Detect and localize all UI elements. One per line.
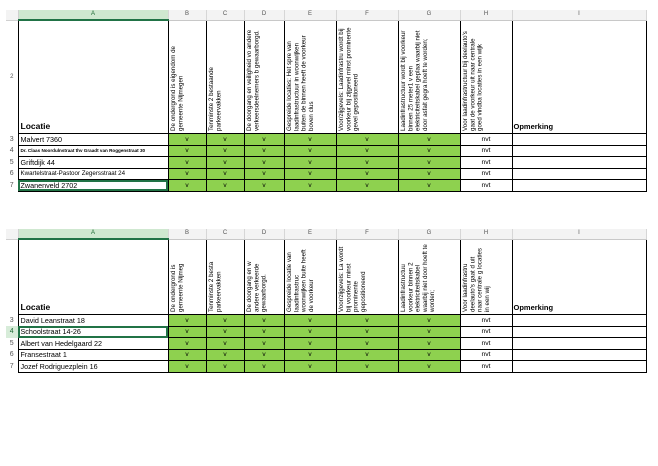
check-cell[interactable]: v bbox=[168, 338, 206, 350]
check-cell[interactable]: v bbox=[284, 157, 336, 169]
header-cell-b[interactable] bbox=[168, 20, 206, 134]
row-number[interactable]: 5 bbox=[6, 157, 18, 169]
opmerking-cell[interactable] bbox=[512, 157, 646, 169]
header-text-h: Voor laadinfrastru deelauto's gaat d uit naar centrale g locaties in een wij bbox=[461, 248, 491, 312]
check-cell[interactable]: v bbox=[206, 326, 244, 338]
row-number[interactable]: 4 bbox=[6, 145, 18, 157]
header-text-f: Voor/zijgevels: La wordt bij voorkeur minst prominente gepositioneerd bbox=[337, 246, 367, 312]
nvt-cell[interactable]: nvt bbox=[460, 349, 512, 361]
header-text-e: Gespreide locatie van laadinfrastruc woonwijken buite heeft de voorkeur bbox=[285, 249, 315, 312]
header-cell-e[interactable] bbox=[284, 20, 336, 134]
check-cell[interactable]: v bbox=[398, 338, 460, 350]
locatie-cell[interactable]: Zwanenveld 2702 bbox=[18, 180, 168, 192]
check-cell[interactable]: v bbox=[336, 134, 398, 146]
check-cell[interactable]: v bbox=[398, 134, 460, 146]
locatie-cell[interactable]: Malvert 7360 bbox=[18, 134, 168, 146]
check-cell[interactable]: v bbox=[336, 326, 398, 338]
check-cell[interactable]: v bbox=[336, 361, 398, 373]
header-text-e: Gespreide locaties: Het spre van laadinfrastructuur in woonwijken buiten de binnen heeft de voorkeur boven clus bbox=[285, 35, 315, 131]
header-text-b: De ondergrond is eigendom de gemeente Nijmegen bbox=[169, 46, 184, 131]
locatie-cell[interactable]: Kwartelstraat-Pastoor Zegersstraat 24 bbox=[18, 168, 168, 180]
table-row bbox=[6, 326, 646, 338]
check-cell[interactable]: v bbox=[398, 168, 460, 180]
column-header-h[interactable]: H bbox=[460, 10, 512, 20]
check-cell[interactable]: v bbox=[336, 157, 398, 169]
check-cell[interactable]: v bbox=[398, 315, 460, 327]
check-cell[interactable]: v bbox=[168, 134, 206, 146]
table-row bbox=[6, 349, 646, 361]
row-number[interactable]: 6 bbox=[6, 349, 18, 361]
column-header-e[interactable]: E bbox=[284, 229, 336, 239]
locatie-cell[interactable]: Dr. Claas Noordulnstraat thv Graadt van Roggenstraat 30 bbox=[18, 145, 168, 157]
header-cell-b[interactable] bbox=[168, 239, 206, 315]
check-cell[interactable]: v bbox=[284, 180, 336, 192]
column-header-d[interactable]: D bbox=[244, 229, 284, 239]
header-cell-d[interactable] bbox=[244, 239, 284, 315]
check-cell[interactable]: v bbox=[284, 326, 336, 338]
row-number[interactable]: 7 bbox=[6, 180, 18, 192]
nvt-cell[interactable]: nvt bbox=[460, 338, 512, 350]
table-row bbox=[6, 361, 646, 373]
header-row bbox=[6, 239, 646, 315]
column-header-a[interactable]: A bbox=[18, 229, 168, 239]
header-cell-f[interactable] bbox=[336, 20, 398, 134]
column-header-i[interactable]: I bbox=[512, 10, 646, 20]
locatie-header[interactable]: Locatie bbox=[18, 20, 168, 134]
locatie-cell[interactable]: Albert van Hedelgaard 22 bbox=[18, 338, 168, 350]
locatie-header[interactable]: Locatie bbox=[18, 239, 168, 315]
check-cell[interactable]: v bbox=[398, 180, 460, 192]
opmerking-cell[interactable] bbox=[512, 326, 646, 338]
sheet-grid bbox=[6, 229, 647, 373]
check-cell[interactable]: v bbox=[206, 145, 244, 157]
check-cell[interactable]: v bbox=[398, 349, 460, 361]
check-cell[interactable]: v bbox=[336, 180, 398, 192]
locatie-cell[interactable]: David Leanstraat 18 bbox=[18, 315, 168, 327]
table-row bbox=[6, 338, 646, 350]
header-cell-e[interactable] bbox=[284, 239, 336, 315]
opmerking-header[interactable]: Opmerking bbox=[512, 239, 646, 315]
check-cell[interactable]: v bbox=[244, 134, 284, 146]
header-cell-c[interactable] bbox=[206, 20, 244, 134]
check-cell[interactable]: v bbox=[336, 315, 398, 327]
check-cell[interactable]: v bbox=[336, 338, 398, 350]
spreadsheet-block-2 bbox=[6, 229, 646, 373]
locatie-cell[interactable]: Jozef Rodriguezplein 16 bbox=[18, 361, 168, 373]
header-text-d: De doorgang en w andere verkeerde gewaarborgd. bbox=[245, 261, 268, 312]
nvt-cell[interactable]: nvt bbox=[460, 134, 512, 146]
column-header-c[interactable]: C bbox=[206, 10, 244, 20]
column-header-b[interactable]: B bbox=[168, 229, 206, 239]
row-number[interactable]: 3 bbox=[6, 315, 18, 327]
check-cell[interactable]: v bbox=[206, 315, 244, 327]
check-cell[interactable]: v bbox=[206, 180, 244, 192]
header-text-g: Laadinfrastructuur wordt bij voorkeur binnen 25 meter1 v een elektriciteitskabel geplaa waarbij niet door asfalt gegra hoeft te worden; bbox=[399, 30, 429, 131]
opmerking-header[interactable]: Opmerking bbox=[512, 20, 646, 134]
check-cell[interactable]: v bbox=[398, 157, 460, 169]
table-row bbox=[6, 168, 646, 180]
table-row bbox=[6, 145, 646, 157]
nvt-cell[interactable]: nvt bbox=[460, 168, 512, 180]
check-cell[interactable]: v bbox=[244, 349, 284, 361]
opmerking-cell[interactable] bbox=[512, 145, 646, 157]
check-cell[interactable]: v bbox=[168, 157, 206, 169]
nvt-cell[interactable]: nvt bbox=[460, 315, 512, 327]
spreadsheet-block-1 bbox=[6, 10, 646, 192]
row-number[interactable]: 2 bbox=[6, 20, 18, 134]
row-number[interactable]: 6 bbox=[6, 168, 18, 180]
select-all-corner[interactable] bbox=[6, 10, 18, 20]
column-header-b[interactable]: B bbox=[168, 10, 206, 20]
opmerking-cell[interactable] bbox=[512, 315, 646, 327]
row-number[interactable]: 7 bbox=[6, 361, 18, 373]
nvt-cell[interactable]: nvt bbox=[460, 157, 512, 169]
check-cell[interactable]: v bbox=[284, 338, 336, 350]
check-cell[interactable]: v bbox=[398, 326, 460, 338]
check-cell[interactable]: v bbox=[336, 168, 398, 180]
table-row bbox=[6, 157, 646, 169]
header-cell-h[interactable] bbox=[460, 20, 512, 134]
check-cell[interactable]: v bbox=[244, 157, 284, 169]
table-row bbox=[6, 315, 646, 327]
header-cell-h[interactable] bbox=[460, 239, 512, 315]
check-cell[interactable]: v bbox=[206, 134, 244, 146]
nvt-cell[interactable]: nvt bbox=[460, 145, 512, 157]
check-cell[interactable]: v bbox=[168, 361, 206, 373]
table-row bbox=[6, 134, 646, 146]
check-cell[interactable]: v bbox=[206, 338, 244, 350]
check-cell[interactable]: v bbox=[168, 349, 206, 361]
row-number[interactable]: 4 bbox=[6, 326, 18, 338]
check-cell[interactable]: v bbox=[244, 338, 284, 350]
check-cell[interactable]: v bbox=[168, 168, 206, 180]
header-cell-g[interactable] bbox=[398, 20, 460, 134]
opmerking-cell[interactable] bbox=[512, 180, 646, 192]
check-cell[interactable]: v bbox=[284, 315, 336, 327]
column-header-a[interactable]: A bbox=[18, 10, 168, 20]
header-text-d: De doorgang en veiligheid vo andere verkeersdeelnemers b gewaarborgd. bbox=[245, 29, 260, 131]
header-text-c: Tenminste 2 besta parkeervakken bbox=[207, 261, 222, 312]
check-cell[interactable]: v bbox=[244, 315, 284, 327]
check-cell[interactable]: v bbox=[244, 145, 284, 157]
check-cell[interactable]: v bbox=[244, 326, 284, 338]
check-cell[interactable]: v bbox=[168, 145, 206, 157]
check-cell[interactable]: v bbox=[206, 349, 244, 361]
opmerking-cell[interactable] bbox=[512, 349, 646, 361]
header-text-g: Laadinfrastructuu voorkeur binnen 2 elektriciteitskabel waarbij niet door hoeft te worden; bbox=[399, 244, 436, 312]
header-text-f: Voor/zijgevels: Laadinfrastru wordt bij voorkeur bij zijgevel minst prominente gevel gepositioneerd bbox=[337, 27, 360, 131]
nvt-cell[interactable]: nvt bbox=[460, 180, 512, 192]
opmerking-cell[interactable] bbox=[512, 361, 646, 373]
check-cell[interactable]: v bbox=[244, 361, 284, 373]
header-cell-c[interactable] bbox=[206, 239, 244, 315]
check-cell[interactable]: v bbox=[206, 157, 244, 169]
header-text-c: Tenminste 2 bestaande parkeervakken bbox=[207, 67, 222, 131]
column-header-g[interactable]: G bbox=[398, 10, 460, 20]
sheet-grid bbox=[6, 10, 647, 192]
nvt-cell[interactable]: nvt bbox=[460, 326, 512, 338]
check-cell[interactable]: v bbox=[336, 349, 398, 361]
check-cell[interactable]: v bbox=[284, 349, 336, 361]
header-cell-f[interactable] bbox=[336, 239, 398, 315]
check-cell[interactable]: v bbox=[284, 145, 336, 157]
check-cell[interactable]: v bbox=[284, 134, 336, 146]
column-header-d[interactable]: D bbox=[244, 10, 284, 20]
check-cell[interactable]: v bbox=[284, 168, 336, 180]
column-header-g[interactable]: G bbox=[398, 229, 460, 239]
check-cell[interactable]: v bbox=[244, 180, 284, 192]
column-header-row bbox=[6, 229, 646, 239]
check-cell[interactable]: v bbox=[206, 168, 244, 180]
check-cell[interactable]: v bbox=[168, 180, 206, 192]
locatie-cell[interactable]: Griftdijk 44 bbox=[18, 157, 168, 169]
check-cell[interactable]: v bbox=[336, 145, 398, 157]
table-row bbox=[6, 180, 646, 192]
header-cell-g[interactable] bbox=[398, 239, 460, 315]
opmerking-cell[interactable] bbox=[512, 134, 646, 146]
row-number[interactable]: 3 bbox=[6, 134, 18, 146]
opmerking-cell[interactable] bbox=[512, 338, 646, 350]
check-cell[interactable]: v bbox=[284, 361, 336, 373]
nvt-cell[interactable]: nvt bbox=[460, 361, 512, 373]
column-header-f[interactable]: F bbox=[336, 10, 398, 20]
header-text-h: Voor laadinfrastructuur bij deelauto's gaat de voorkeur uit naar centrale goed vindba locaties in een wijk bbox=[461, 31, 484, 131]
row-number[interactable]: 5 bbox=[6, 338, 18, 350]
column-header-i[interactable]: I bbox=[512, 229, 646, 239]
opmerking-cell[interactable] bbox=[512, 168, 646, 180]
check-cell[interactable]: v bbox=[244, 168, 284, 180]
locatie-cell[interactable]: Schoolstraat 14-26 bbox=[18, 326, 168, 338]
check-cell[interactable]: v bbox=[206, 361, 244, 373]
column-header-e[interactable]: E bbox=[284, 10, 336, 20]
check-cell[interactable]: v bbox=[398, 361, 460, 373]
column-header-h[interactable]: H bbox=[460, 229, 512, 239]
check-cell[interactable]: v bbox=[398, 145, 460, 157]
column-header-row bbox=[6, 10, 646, 20]
locatie-cell[interactable]: Fransestraat 1 bbox=[18, 349, 168, 361]
column-header-c[interactable]: C bbox=[206, 229, 244, 239]
header-cell-d[interactable] bbox=[244, 20, 284, 134]
row-number[interactable] bbox=[6, 239, 18, 315]
header-row bbox=[6, 20, 646, 134]
check-cell[interactable]: v bbox=[168, 326, 206, 338]
header-text-b: De ondergrond is gemeente Nijmeg bbox=[169, 263, 184, 312]
column-header-f[interactable]: F bbox=[336, 229, 398, 239]
select-all-corner[interactable] bbox=[6, 229, 18, 239]
check-cell[interactable]: v bbox=[168, 315, 206, 327]
